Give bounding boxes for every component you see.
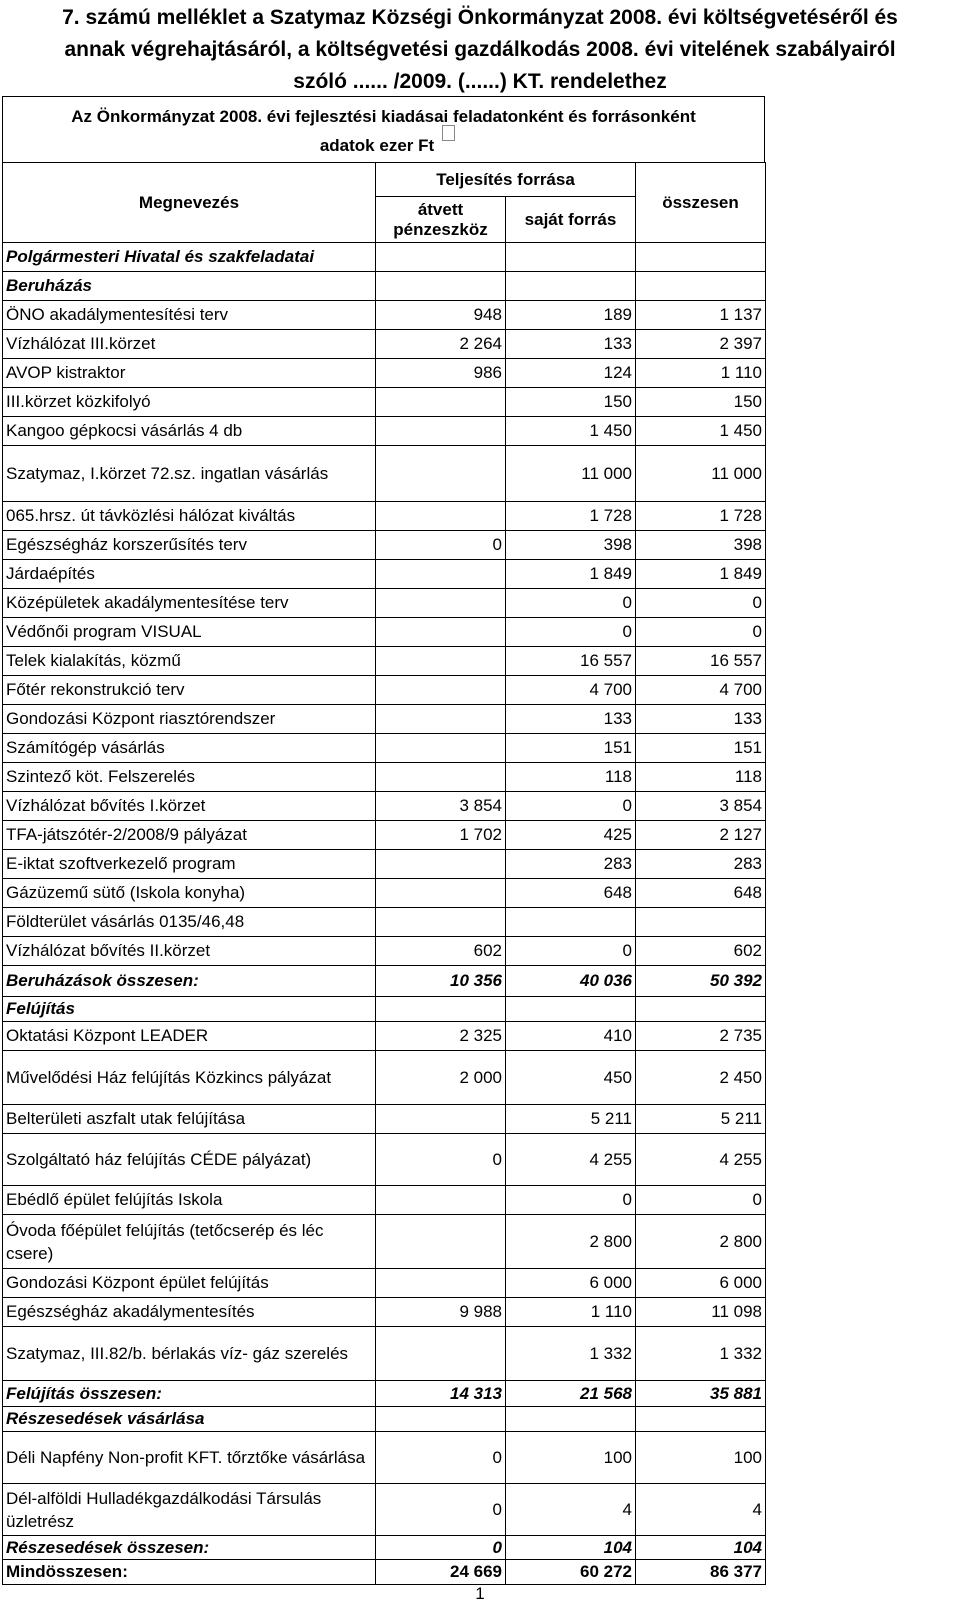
table-row [3,1407,766,1432]
row-atvett [376,388,506,417]
row-atvett [376,908,506,937]
row-sajat: 60 272 [506,1560,636,1585]
row-sajat: 151 [506,734,636,763]
row-sajat: 450 [506,1051,636,1105]
row-total: 5 211 [636,1105,766,1134]
row-name: 065.hrsz. út távközlési hálózat kiváltás [3,502,376,531]
row-name: TFA-játszótér-2/2008/9 pályázat [3,821,376,850]
row-sajat: 100 [506,1432,636,1484]
row-name: Gondozási Központ riasztórendszer [3,705,376,734]
row-total: 4 700 [636,676,766,705]
row-atvett [376,417,506,446]
row-sajat: 0 [506,792,636,821]
row-sajat: 425 [506,821,636,850]
row-atvett: 2 325 [376,1022,506,1051]
row-sajat: 4 255 [506,1134,636,1186]
row-sajat: 4 700 [506,676,636,705]
row-atvett: 2 264 [376,330,506,359]
row-total [636,997,766,1022]
row-total [636,272,766,301]
table-row [3,243,766,272]
row-atvett [376,1327,506,1381]
table-row [3,850,766,879]
row-atvett: 0 [376,1484,506,1536]
table-row [3,1432,766,1484]
row-total: 2 800 [636,1215,766,1269]
table-row [3,1186,766,1215]
row-name: Beruházás [3,272,376,301]
row-name: Főtér rekonstrukció terv [3,676,376,705]
table-row [3,1215,766,1269]
row-atvett [376,502,506,531]
row-total: 1 332 [636,1327,766,1381]
table-row [3,272,766,301]
row-total: 3 854 [636,792,766,821]
row-total: 150 [636,388,766,417]
row-total: 104 [636,1536,766,1560]
row-total: 133 [636,705,766,734]
row-total: 1 450 [636,417,766,446]
row-name: Mindösszesen: [3,1560,376,1585]
row-atvett [376,560,506,589]
row-total: 283 [636,850,766,879]
row-sajat: 4 [506,1484,636,1536]
row-sajat: 150 [506,388,636,417]
table-row [3,997,766,1022]
table-row [3,763,766,792]
row-atvett [376,618,506,647]
row-sajat: 1 450 [506,417,636,446]
row-total: 1 137 [636,301,766,330]
expenditure-table [2,162,766,1585]
table-row [3,908,766,937]
table-row [3,417,766,446]
row-name: Ebédlő épület felújítás Iskola [3,1186,376,1215]
row-sajat [506,908,636,937]
table-row [3,531,766,560]
table-row [3,1381,766,1407]
table-row [3,330,766,359]
row-name: Gondozási Központ épület felújítás [3,1269,376,1298]
row-sajat: 0 [506,589,636,618]
row-sajat: 1 110 [506,1298,636,1327]
row-atvett: 2 000 [376,1051,506,1105]
row-sajat [506,997,636,1022]
row-name: Járdaépítés [3,560,376,589]
row-sajat [506,243,636,272]
row-total: 11 098 [636,1298,766,1327]
row-atvett [376,1105,506,1134]
table-row [3,821,766,850]
row-total: 2 127 [636,821,766,850]
table-body [3,243,766,1585]
row-atvett [376,1407,506,1432]
row-sajat: 104 [506,1536,636,1560]
row-name: Vízhálózat bővítés I.körzet [3,792,376,821]
row-atvett: 986 [376,359,506,388]
row-atvett: 24 669 [376,1560,506,1585]
row-name: Számítógép vásárlás [3,734,376,763]
row-atvett: 14 313 [376,1381,506,1407]
row-total: 602 [636,937,766,966]
table-row [3,705,766,734]
table-row [3,1298,766,1327]
row-total [636,243,766,272]
header-total: összesen [636,163,766,243]
table-subheading [2,96,765,162]
row-atvett [376,446,506,502]
row-atvett [376,676,506,705]
row-sajat: 0 [506,937,636,966]
row-atvett: 10 356 [376,966,506,997]
row-total [636,908,766,937]
header-atvett: átvett pénzeszköz [376,197,506,243]
subheading-line-1: Az Önkormányzat 2008. évi fejlesztési kiadásai feladatonként és forrásonként [71,107,696,126]
row-name: Óvoda főépület felújítás (tetőcserép és léc csere) [3,1215,376,1269]
row-sajat [506,272,636,301]
row-atvett: 602 [376,937,506,966]
row-name: Felújítás összesen: [3,1381,376,1407]
row-name: ÖNO akadálymentesítési terv [3,301,376,330]
table-row [3,1022,766,1051]
row-atvett [376,734,506,763]
row-total: 4 [636,1484,766,1536]
row-name: III.körzet közkifolyó [3,388,376,417]
row-sajat: 124 [506,359,636,388]
table-row [3,966,766,997]
header-name: Megnevezés [3,163,376,243]
row-atvett [376,763,506,792]
page-number: 1 [475,1584,485,1603]
row-atvett: 0 [376,1134,506,1186]
row-sajat: 648 [506,879,636,908]
row-atvett [376,589,506,618]
row-sajat: 118 [506,763,636,792]
row-total: 35 881 [636,1381,766,1407]
row-name: Részesedések vásárlása [3,1407,376,1432]
row-total: 0 [636,1186,766,1215]
row-total: 86 377 [636,1560,766,1585]
row-atvett: 948 [376,301,506,330]
row-sajat: 189 [506,301,636,330]
row-sajat [506,1407,636,1432]
row-atvett [376,272,506,301]
row-name: Részesedések összesen: [3,1536,376,1560]
row-total: 16 557 [636,647,766,676]
title-line-3: szóló ...... /2009. (......) KT. rendelethez [293,70,667,93]
row-name: Vízhálózat III.körzet [3,330,376,359]
row-name: E-iktat szoftverkezelő program [3,850,376,879]
table-row [3,647,766,676]
table-row [3,1536,766,1560]
placeholder-box-icon [442,125,455,141]
row-name: Szolgáltató ház felújítás CÉDE pályázat) [3,1134,376,1186]
row-total: 50 392 [636,966,766,997]
table-row [3,1327,766,1381]
row-name: Szatymaz, I.körzet 72.sz. ingatlan vásárlás [3,446,376,502]
row-name: Szatymaz, III.82/b. bérlakás víz- gáz szerelés [3,1327,376,1381]
table-row [3,1105,766,1134]
table-row [3,1134,766,1186]
row-name: AVOP kistraktor [3,359,376,388]
table-row [3,1269,766,1298]
row-name: Polgármesteri Hivatal és szakfeladatai [3,243,376,272]
row-total [636,1407,766,1432]
row-sajat: 133 [506,330,636,359]
row-sajat: 283 [506,850,636,879]
table-row [3,792,766,821]
row-sajat: 16 557 [506,647,636,676]
row-name: Telek kialakítás, közmű [3,647,376,676]
row-name: Művelődési Ház felújítás Közkincs pályázat [3,1051,376,1105]
row-sajat: 398 [506,531,636,560]
row-sajat: 6 000 [506,1269,636,1298]
row-atvett: 0 [376,1432,506,1484]
row-name: Védőnői program VISUAL [3,618,376,647]
row-atvett: 0 [376,531,506,560]
header-source-group: Teljesítés forrása [376,163,636,197]
row-atvett [376,705,506,734]
header-sajat: saját forrás [506,197,636,243]
row-atvett [376,1215,506,1269]
row-atvett [376,997,506,1022]
row-name: Felújítás [3,997,376,1022]
row-name: Dél-alföldi Hulladékgazdálkodási Társulás üzletrész [3,1484,376,1536]
row-sajat: 40 036 [506,966,636,997]
row-sajat: 1 728 [506,502,636,531]
row-total: 2 397 [636,330,766,359]
table-row [3,1560,766,1585]
table-row [3,388,766,417]
row-total: 118 [636,763,766,792]
table-row [3,618,766,647]
table-row [3,1484,766,1536]
row-sajat: 0 [506,618,636,647]
row-sajat: 133 [506,705,636,734]
row-total: 648 [636,879,766,908]
subheading-line-2: adatok ezer Ft [319,136,435,155]
title-line-1: 7. számú melléklet a Szatymaz Községi Önkormányzat 2008. évi költségvetéséről és [62,6,898,29]
table-row [3,301,766,330]
row-name: Déli Napfény Non-profit KFT. tőrztőke vásárlása [3,1432,376,1484]
row-atvett [376,1269,506,1298]
table-row [3,446,766,502]
row-total: 6 000 [636,1269,766,1298]
table-row [3,676,766,705]
table-row [3,359,766,388]
row-atvett [376,647,506,676]
row-name: Egészségház korszerűsítés terv [3,531,376,560]
table-row [3,1051,766,1105]
row-total: 4 255 [636,1134,766,1186]
row-sajat: 1 332 [506,1327,636,1381]
table-row [3,560,766,589]
row-atvett [376,850,506,879]
row-sajat: 11 000 [506,446,636,502]
row-total: 1 110 [636,359,766,388]
row-total: 1 728 [636,502,766,531]
row-sajat: 5 211 [506,1105,636,1134]
row-atvett [376,1186,506,1215]
row-name: Beruházások összesen: [3,966,376,997]
row-atvett [376,879,506,908]
row-total: 2 450 [636,1051,766,1105]
table-header [3,163,766,243]
row-sajat: 1 849 [506,560,636,589]
row-name: Gázüzemű sütő (Iskola konyha) [3,879,376,908]
row-atvett [376,243,506,272]
row-total: 100 [636,1432,766,1484]
row-sajat: 410 [506,1022,636,1051]
row-atvett: 9 988 [376,1298,506,1327]
row-atvett: 1 702 [376,821,506,850]
row-name: Belterületi aszfalt utak felújítása [3,1105,376,1134]
row-name: Kangoo gépkocsi vásárlás 4 db [3,417,376,446]
table-row [3,502,766,531]
row-total: 0 [636,589,766,618]
document-title [0,2,960,98]
table-row [3,589,766,618]
row-total: 0 [636,618,766,647]
row-sajat: 21 568 [506,1381,636,1407]
table-row [3,734,766,763]
row-total: 398 [636,531,766,560]
row-name: Szintező köt. Felszerelés [3,763,376,792]
row-total: 2 735 [636,1022,766,1051]
row-atvett: 3 854 [376,792,506,821]
row-total: 1 849 [636,560,766,589]
row-sajat: 2 800 [506,1215,636,1269]
table-row [3,879,766,908]
row-name: Középületek akadálymentesítése terv [3,589,376,618]
row-name: Földterület vásárlás 0135/46,48 [3,908,376,937]
table-frame [2,96,765,1585]
row-name: Oktatási Központ LEADER [3,1022,376,1051]
title-line-2: annak végrehajtásáról, a költségvetési gazdálkodás 2008. évi vitelének szabályairól [64,38,896,61]
table-row [3,937,766,966]
row-total: 151 [636,734,766,763]
row-atvett: 0 [376,1536,506,1560]
row-total: 11 000 [636,446,766,502]
row-name: Vízhálózat bővítés II.körzet [3,937,376,966]
row-name: Egészségház akadálymentesítés [3,1298,376,1327]
row-sajat: 0 [506,1186,636,1215]
